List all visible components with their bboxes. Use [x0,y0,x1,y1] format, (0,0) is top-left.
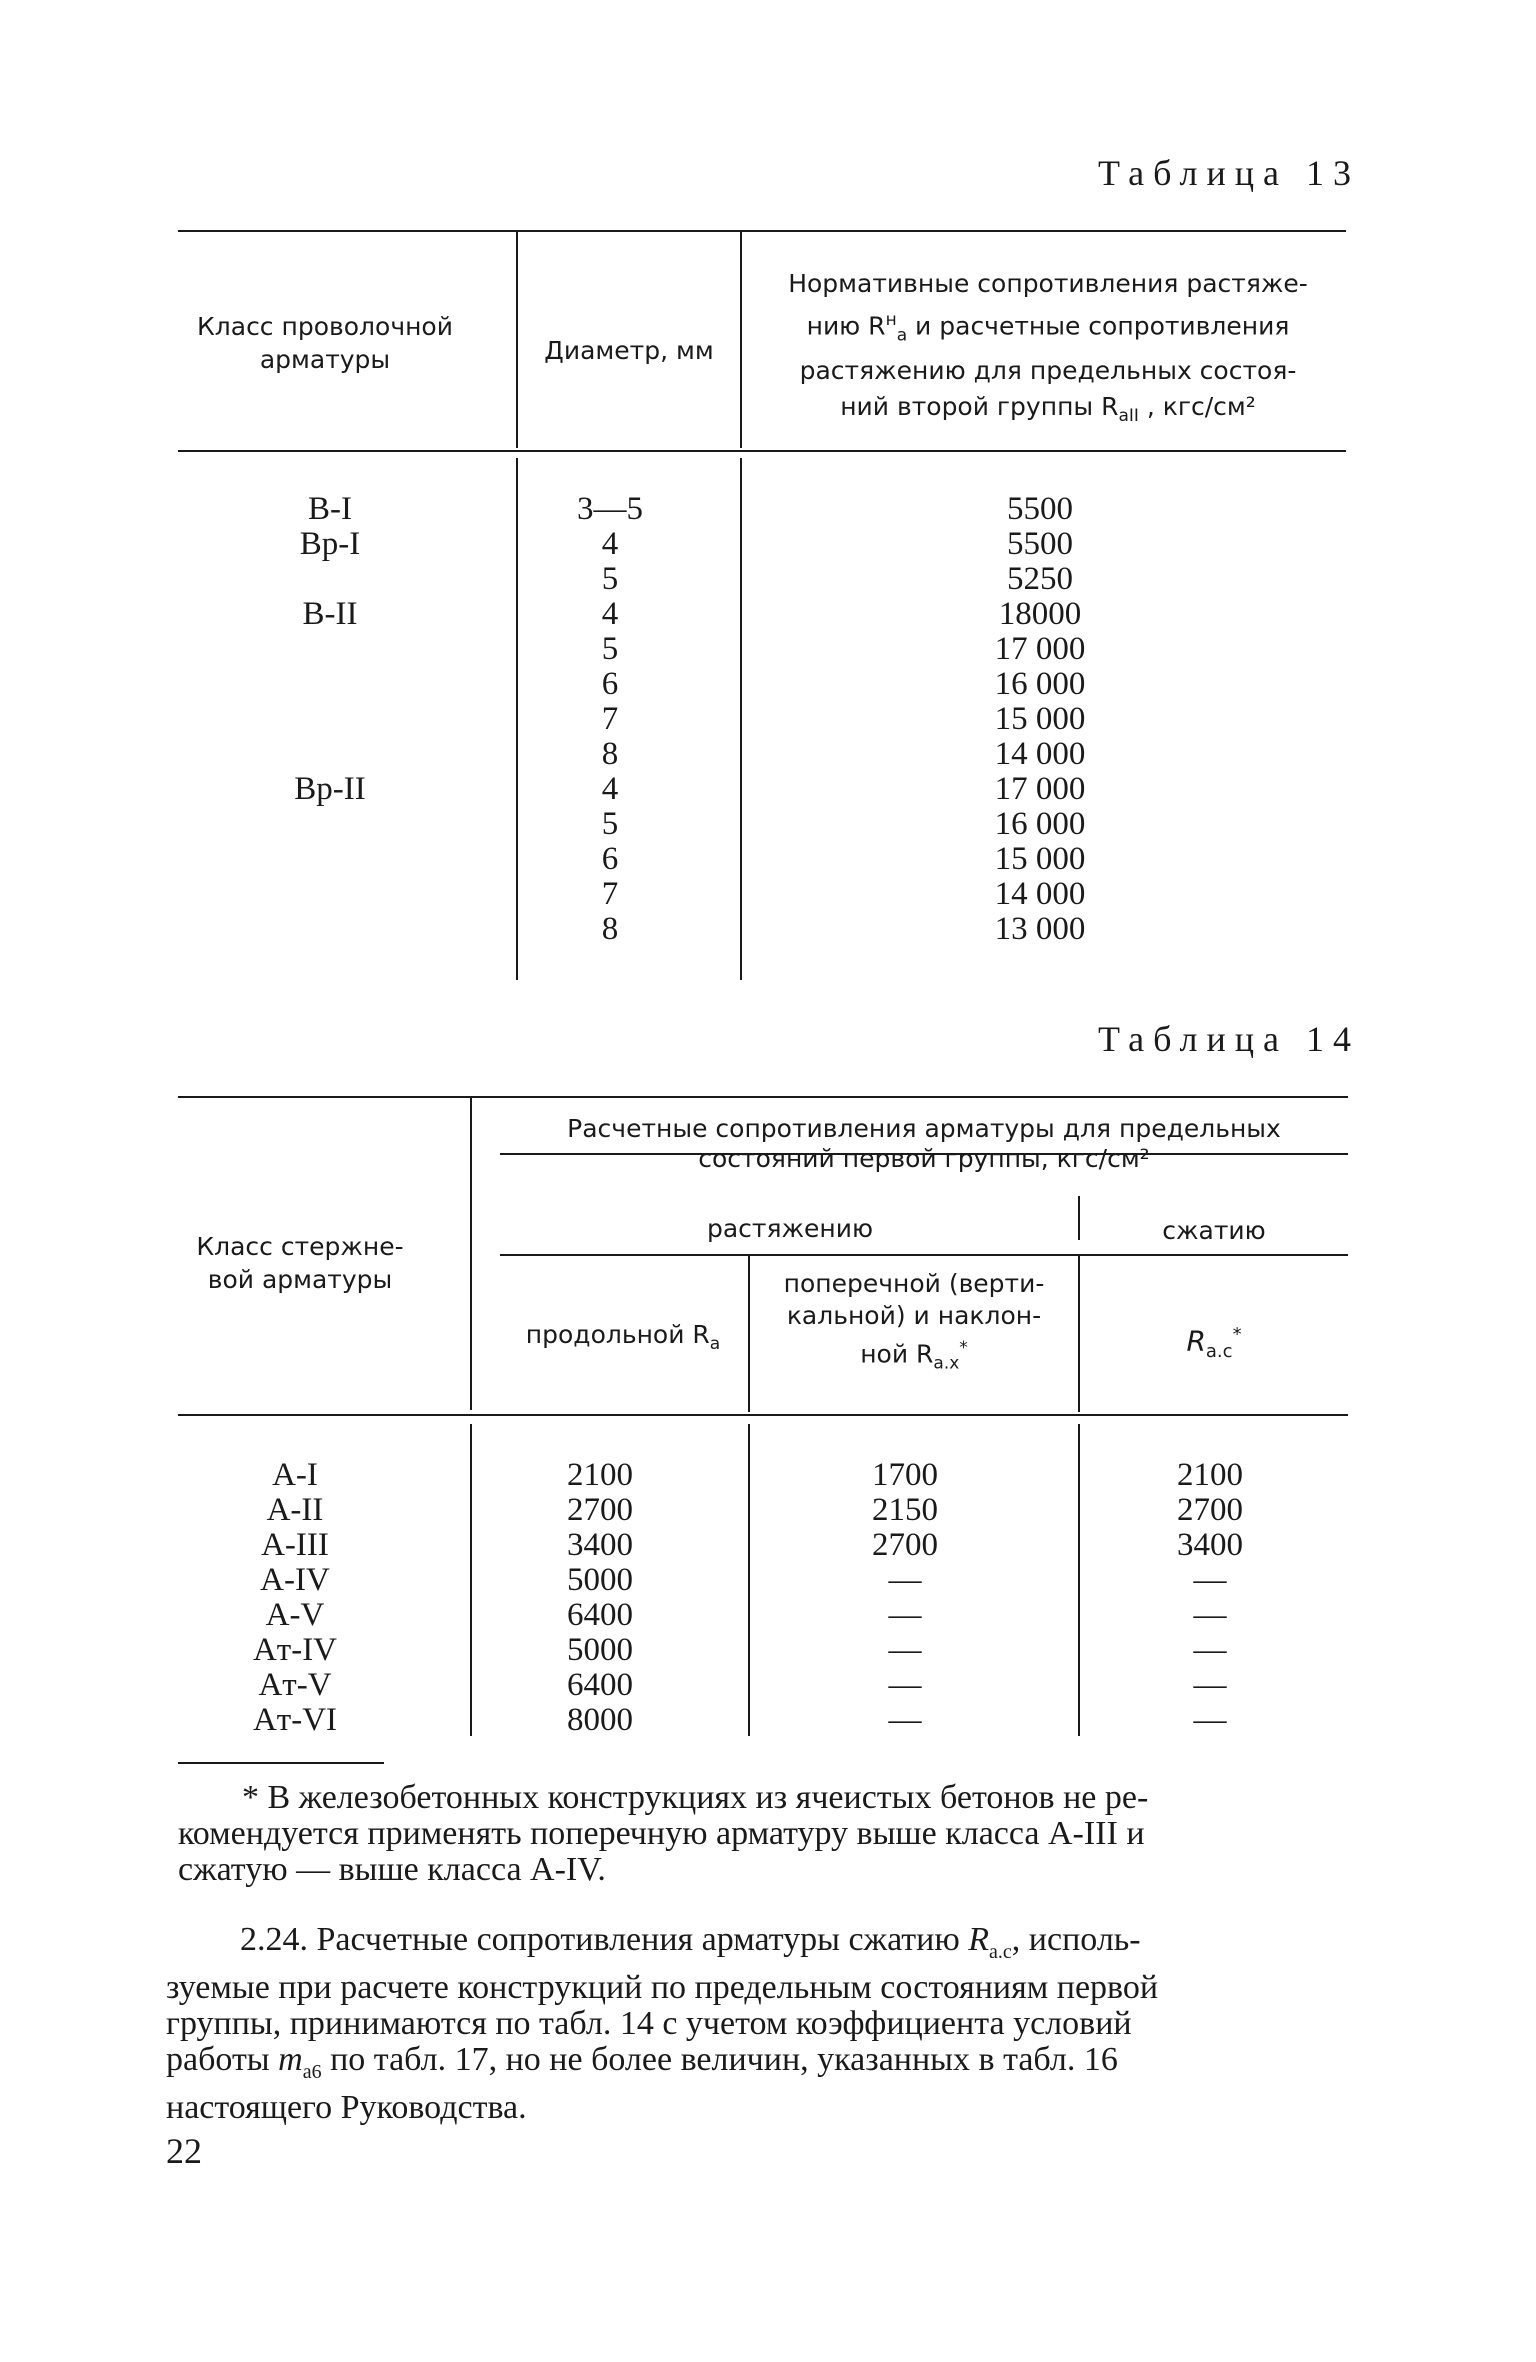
table14-header-divider-class [470,1098,472,1410]
table13-value-cell: 16 000 [994,806,1086,842]
table14-header-class: Класс стержне-вой арматуры [196,1232,404,1294]
table13-diameter-cell: 7 [601,876,619,912]
table14-body-divider-trans [1078,1424,1080,1736]
table14-compression-cell: — [1193,1667,1227,1703]
table14-transverse-cell: 1700 [872,1457,938,1493]
table14-sub-rule [500,1254,1348,1256]
table13-diameter-cell: 3—5 [577,491,643,527]
table13-class-cell [250,877,410,912]
table13-value-cell: 5500 [1007,491,1073,527]
table14-transverse-cell: — [888,1632,922,1668]
table14-class-cell: A-V [265,1597,325,1633]
table13-header-divider-2 [740,232,742,448]
table13-header-class: Класс проволочной арматуры [197,312,453,374]
table14-header-group: Расчетные сопротивления арматуры для предельных состояний первой группы, кгс/см² [567,1114,1281,1173]
table14-compression-cell: 3400 [1177,1527,1243,1563]
table14-class-column [210,1458,380,1738]
table14-top-rule [178,1096,1348,1098]
table13-class-cell [250,842,410,877]
table13-value-cell: 15 000 [994,701,1086,737]
table14-header-divider-trans [1078,1256,1080,1412]
table14-transverse-cell: — [888,1702,922,1738]
table13-value-column [960,492,1120,947]
table13-body-divider-2 [740,458,742,980]
table13-class-cell [250,667,410,702]
table14-body-divider-long [748,1424,750,1736]
table14-class-cell: Aт-V [258,1667,332,1703]
table13-value-cell: 18000 [998,596,1082,632]
table13-class-cell [250,737,410,772]
table13-header-diameter: Диаметр, мм [544,336,714,365]
table13-diameter-cell: 7 [601,701,619,737]
table14-longitudinal-column [540,1458,660,1738]
table13-diameter-cell: 6 [601,666,619,702]
table14-transverse-cell: 2150 [872,1492,938,1528]
table14-compression-cell: — [1193,1562,1227,1598]
table13-class-cell: Bр-I [299,526,361,562]
table14-compression-cell: — [1193,1632,1227,1668]
table14-class-cell: A-III [261,1527,329,1563]
table13-class-cell: B-II [302,596,358,632]
table13-value-cell: 15 000 [994,841,1086,877]
table13-class-cell [250,912,410,947]
table13-diameter-cell: 6 [601,841,619,877]
page-number: 22 [166,2131,202,2171]
table13-value-cell: 5500 [1007,526,1073,562]
table13-header-rule [178,450,1346,452]
table14-header-divider-long [748,1256,750,1412]
table14-class-cell: A-I [272,1457,318,1493]
table14-longitudinal-cell: 2100 [567,1457,633,1493]
table13-value-cell: 17 000 [994,771,1086,807]
table14-caption: Таблица 14 [1098,1019,1360,1059]
table14-header-compression: сжатию [1162,1216,1266,1245]
table14-class-cell: Aт-IV [252,1632,338,1668]
table14-header-compression-symbol: $R_{а.с}^*$ [1186,1324,1242,1362]
table14-body-divider-class [470,1424,472,1736]
table14-longitudinal-cell: 3400 [567,1527,633,1563]
table14-longitudinal-cell: 8000 [567,1702,633,1738]
table13-class-cell [250,562,410,597]
table14-class-cell: Aт-VI [252,1702,338,1738]
table14-transverse-cell: — [888,1562,922,1598]
table14-header-longitudinal: продольной $R_а$ [525,1320,721,1354]
table14-longitudinal-cell: 6400 [567,1597,633,1633]
table13-diameter-cell: 4 [601,526,619,562]
table13-caption: Таблица 13 [1098,153,1360,193]
table13-class-cell: Bр-II [294,771,366,807]
table13-diameter-cell: 5 [601,631,619,667]
table14-compression-cell: — [1193,1597,1227,1633]
table14-header-tension: растяжению [706,1214,874,1243]
table14-compression-cell: 2100 [1177,1457,1243,1493]
table13-value-cell: 5250 [1007,561,1073,597]
table13-diameter-cell: 4 [601,771,619,807]
table14-longitudinal-cell: 6400 [567,1667,633,1703]
table13-class-column [250,492,410,947]
table14-compression-cell: — [1193,1702,1227,1738]
table14-compression-column [1150,1458,1270,1738]
table14-tension-compression-divider [1078,1196,1080,1240]
footnote: * В железобетонных конструкциях из ячеистых бетонов не ре- комендуется применять поперечную арматуру выше класса A-III и сжатую — выше класса A-IV. [178,1779,1149,1888]
table13-class-cell: B-I [308,491,352,527]
table13-diameter-cell: 4 [601,596,619,632]
table13-diameter-cell: 5 [601,561,619,597]
table13-value-cell: 14 000 [994,736,1086,772]
table13-diameter-column [545,492,675,947]
table13-value-cell: 14 000 [994,876,1086,912]
table14-longitudinal-cell: 2700 [567,1492,633,1528]
table13-body-divider-1 [516,458,518,980]
table13-header-values: Нормативные сопротивления растяже- нию $R^н_а$ и расчетные сопротивления растяжению для предельных состоя- ний второй группы $R_{aII}$ , кгс/см² [788,269,1308,427]
table14-class-cell: A-II [266,1492,324,1528]
table14-header-transverse: поперечной (верти- кальной) и наклон- ной $R_{а.х}^*$ [783,1269,1045,1374]
table14-longitudinal-cell: 5000 [567,1562,633,1598]
table13-class-cell [250,807,410,842]
table14-transverse-column [845,1458,965,1738]
table14-compression-cell: 2700 [1177,1492,1243,1528]
table14-class-cell: A-IV [260,1562,330,1598]
table13-value-cell: 13 000 [994,911,1086,947]
table13-diameter-cell: 8 [601,736,619,772]
table14-transverse-cell: 2700 [872,1527,938,1563]
table13-class-cell [250,702,410,737]
table13-value-cell: 17 000 [994,631,1086,667]
table14-transverse-cell: — [888,1597,922,1633]
table13-top-rule [178,230,1346,232]
footnote-rule [178,1762,384,1764]
table13-diameter-cell: 8 [601,911,619,947]
table14-header-rule [178,1414,1348,1416]
table14-transverse-cell: — [888,1667,922,1703]
table13-header-divider-1 [516,232,518,448]
paragraph-2-24: 2.24. Расчетные сопротивления арматуры сжатию $R_{а.с}$, исполь- зуемые при расчете конструкций по предельным состояниям первой группы, принимаются по табл. 14 с учетом коэффициента условий работы $m_{а6}$ по табл. 17, но не более величин, указанных в табл. 16 настоящего Руководства. [166,1921,1159,2126]
table13-value-cell: 16 000 [994,666,1086,702]
table13-diameter-cell: 5 [601,806,619,842]
table14-longitudinal-cell: 5000 [567,1632,633,1668]
table13-class-cell [250,632,410,667]
